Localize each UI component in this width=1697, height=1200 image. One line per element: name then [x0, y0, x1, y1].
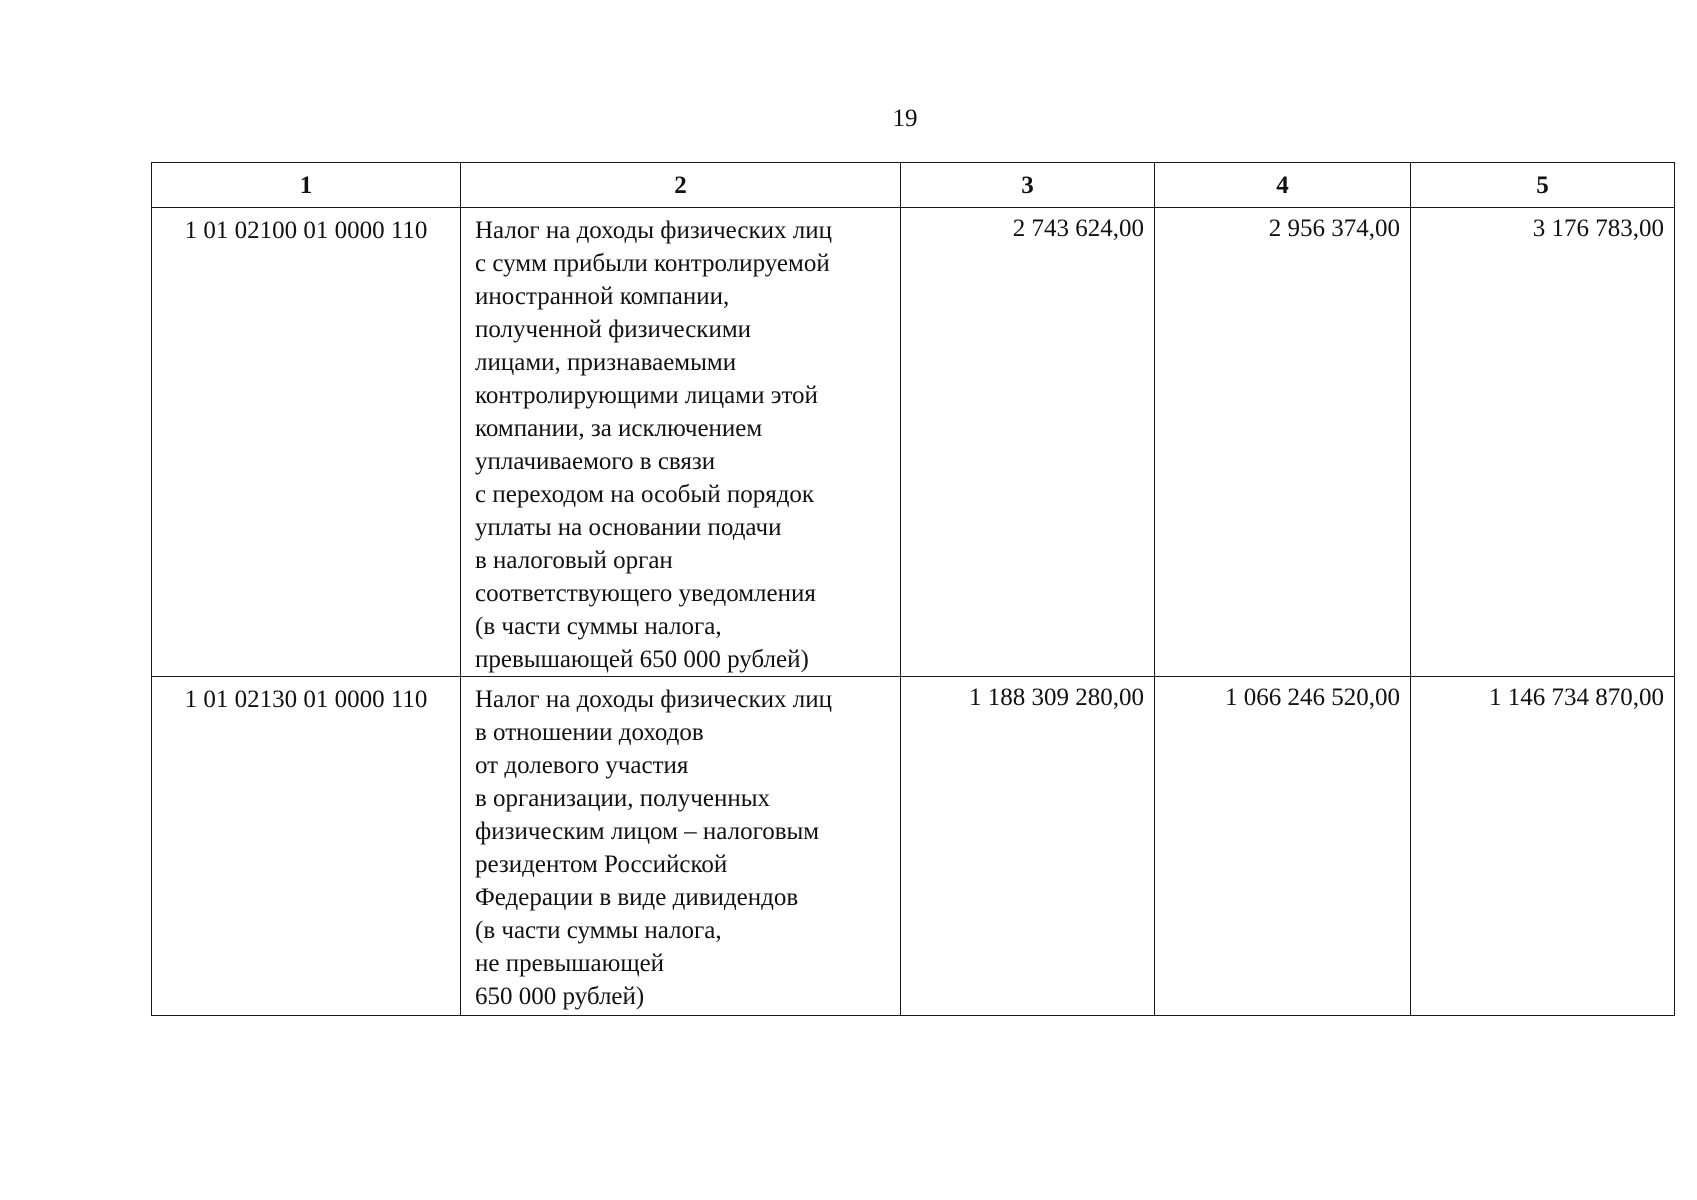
revenue-name-line: контролирующими лицами этой [475, 382, 818, 409]
revenue-name-line: не превышающей [475, 950, 665, 977]
revenue-name-line: в налоговый орган [475, 547, 673, 574]
revenue-name-line: с сумм прибыли контролируемой [475, 250, 830, 277]
table-row [152, 677, 1675, 1016]
revenue-name-line: уплаты на основании подачи [475, 514, 782, 541]
amount-column-4: 2 956 374,00 [1155, 208, 1411, 677]
revenue-name-line: полученной физическими [475, 316, 752, 343]
revenue-name-line: в организации, полученных [475, 785, 771, 812]
revenue-name-line: в отношении доходов [475, 719, 704, 746]
revenue-name-line: физическим лицом – налоговым [475, 818, 820, 845]
amount-column-3: 1 188 309 280,00 [901, 677, 1155, 1016]
column-header-5: 5 [1411, 163, 1675, 208]
amount-column-3: 2 743 624,00 [901, 208, 1155, 677]
amount-column-5: 1 146 734 870,00 [1411, 677, 1675, 1016]
revenue-name-line: Федерации в виде дивидендов [475, 884, 799, 911]
revenue-name-line: иностранной компании, [475, 283, 730, 310]
revenue-name-line: с переходом на особый порядок [475, 481, 815, 508]
revenue-name-line: (в части суммы налога, [475, 613, 722, 640]
revenue-name [461, 677, 901, 1016]
table-header-row [152, 163, 1675, 208]
revenue-name-line: уплачиваемого в связи [475, 448, 716, 475]
revenue-name-line: (в части суммы налога, [475, 917, 722, 944]
column-header-3: 3 [901, 163, 1155, 208]
budget-classification-code: 1 01 02130 01 0000 110 [152, 677, 461, 1016]
revenue-name-line: резидентом Российской [475, 851, 728, 878]
column-header-2: 2 [461, 163, 901, 208]
revenue-name-line: превышающей 650 000 рублей) [475, 646, 809, 673]
budget-classification-code: 1 01 02100 01 0000 110 [152, 208, 461, 677]
table-row [152, 208, 1675, 677]
column-header-4: 4 [1155, 163, 1411, 208]
page-number: 19 [892, 105, 918, 132]
revenue-name-line: Налог на доходы физических лиц [475, 686, 832, 713]
revenue-name-line: от долевого участия [475, 752, 689, 779]
budget-revenue-table [151, 162, 1675, 1016]
revenue-name-line: лицами, признаваемыми [475, 349, 737, 376]
revenue-name [461, 208, 901, 677]
revenue-name-line: Налог на доходы физических лиц [475, 217, 832, 244]
revenue-name-line: компании, за исключением [475, 415, 763, 442]
amount-column-5: 3 176 783,00 [1411, 208, 1675, 677]
revenue-name-line: 650 000 рублей) [475, 983, 645, 1010]
amount-column-4: 1 066 246 520,00 [1155, 677, 1411, 1016]
revenue-name-line: соответствующего уведомления [475, 580, 816, 607]
column-header-1: 1 [152, 163, 461, 208]
